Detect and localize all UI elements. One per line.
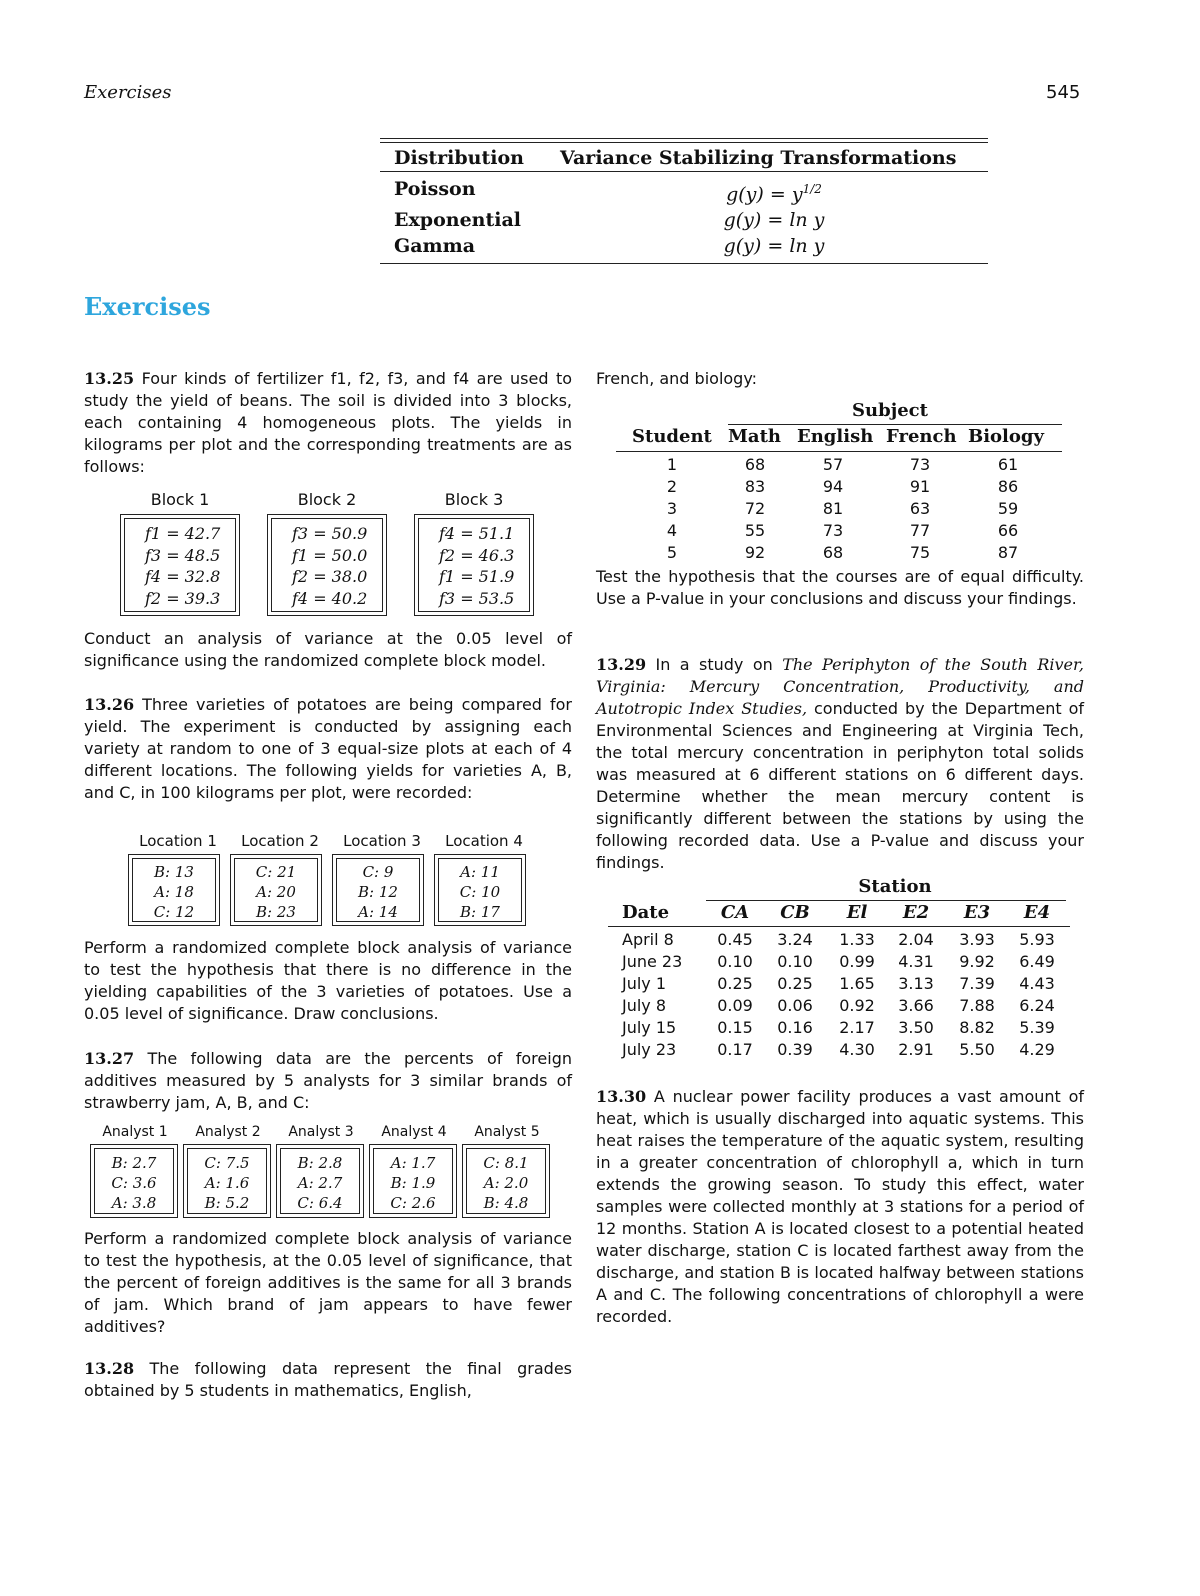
plot-entry: f3 = 48.5 <box>145 545 221 565</box>
grade-cell: 2 <box>666 477 678 496</box>
yield-entry: A: 14 <box>358 903 398 921</box>
grade-cell: 77 <box>909 521 931 540</box>
additive-entry: C: 3.6 <box>111 1174 157 1192</box>
grade-cell: 5 <box>666 543 678 562</box>
plot-entry: f1 = 51.9 <box>439 567 515 586</box>
exercise-13-30 <box>596 1086 1084 1328</box>
grade-cell: 57 <box>822 455 844 474</box>
yield-entry: C: 21 <box>255 863 297 881</box>
value-cell: 0.92 <box>839 996 875 1015</box>
location-label: Location 4 <box>445 832 523 850</box>
additive-entry: C: 7.5 <box>204 1154 250 1172</box>
date-cell: April 8 <box>622 930 674 949</box>
dist-cell: Poisson <box>394 178 476 200</box>
date-cell: July 8 <box>622 996 667 1015</box>
grade-cell: 63 <box>909 499 931 518</box>
table-row <box>380 233 988 259</box>
analyst-box <box>462 1144 550 1218</box>
transformation-table <box>380 138 988 264</box>
value-cell: 4.29 <box>1019 1040 1055 1059</box>
exercise-13-28-after: Test the hypothesis that the courses are of equal difficulty. Use a P-value in your conclusions and discuss your findings. <box>596 567 1084 608</box>
analyst-box <box>183 1144 271 1218</box>
location-label: Location 2 <box>241 832 319 850</box>
grade-cell: 73 <box>822 521 844 540</box>
additive-entry: C: 6.4 <box>297 1194 343 1212</box>
value-cell: 3.13 <box>898 974 934 993</box>
yield-entry: B: 23 <box>256 903 296 921</box>
additive-entry: B: 2.8 <box>297 1154 343 1172</box>
transform-cell: $g(y) = y^{1/2}$ <box>726 182 822 206</box>
page-number: 545 <box>1046 82 1081 103</box>
additive-entry: A: 2.7 <box>297 1174 343 1192</box>
grade-cell: 55 <box>744 521 766 540</box>
location-box <box>128 854 220 926</box>
value-cell: 0.10 <box>717 952 753 971</box>
value-cell: 0.09 <box>717 996 753 1015</box>
table-row <box>380 176 988 207</box>
block-label: Block 3 <box>444 490 504 509</box>
value-cell: 2.91 <box>898 1040 934 1059</box>
value-cell: 3.24 <box>777 930 813 949</box>
block-box <box>120 514 240 616</box>
grade-cell: 92 <box>744 543 766 562</box>
value-cell: 7.88 <box>959 996 995 1015</box>
grade-cell: 87 <box>997 543 1019 562</box>
subject-label: Subject <box>852 400 928 421</box>
analyst-label: Analyst 4 <box>381 1124 447 1140</box>
header-station: E4 <box>1023 902 1051 923</box>
grade-cell: 73 <box>909 455 931 474</box>
exercise-number: 13.30 <box>596 1087 647 1106</box>
table-header-row <box>380 143 988 171</box>
exercise-13-27-after: Perform a randomized complete block analysis of variance to test the hypothesis, at the 0.05 level of significance, that the percent of foreign additives is the same for all 3 brands of jam. Which brand of jam appears to have fewer additives? <box>84 1229 572 1336</box>
grade-cell: 94 <box>822 477 844 496</box>
plot-entry: f2 = 39.3 <box>145 588 221 608</box>
grade-cell: 91 <box>909 477 931 496</box>
value-cell: 5.39 <box>1019 1018 1055 1037</box>
yield-entry: C: 9 <box>362 863 394 881</box>
block-label: Block 1 <box>150 490 210 509</box>
plot-entry: f4 = 40.2 <box>292 588 368 608</box>
yield-entry: C: 12 <box>153 903 195 921</box>
analyst-label: Analyst 3 <box>288 1124 354 1140</box>
value-cell: 8.82 <box>959 1018 995 1037</box>
header-rule <box>608 926 1070 927</box>
header-french: French <box>886 426 957 447</box>
additive-entry: A: 3.8 <box>111 1194 157 1212</box>
value-cell: 2.04 <box>898 930 934 949</box>
analyst-box <box>276 1144 364 1218</box>
grade-cell: 3 <box>666 499 678 518</box>
yield-entry: B: 17 <box>460 903 500 921</box>
station-label: Station <box>858 876 932 897</box>
header-station: El <box>846 902 868 923</box>
date-cell: July 1 <box>622 974 667 993</box>
location-box <box>230 854 322 926</box>
value-cell: 5.50 <box>959 1040 995 1059</box>
exercise-text: The following data are the percents of foreign additives measured by 5 analysts for 3 similar brands of strawberry jam, A, B, and C: <box>84 1049 572 1112</box>
block-label: Block 2 <box>297 490 357 509</box>
value-cell: 0.25 <box>777 974 813 993</box>
table-top-rule <box>380 138 988 139</box>
value-cell: 4.31 <box>898 952 934 971</box>
header-student: Student <box>632 426 712 447</box>
grade-cell: 61 <box>997 455 1019 474</box>
additive-entry: A: 1.7 <box>390 1154 436 1172</box>
exercise-13-28 <box>84 1358 572 1402</box>
grade-cell: 81 <box>822 499 844 518</box>
dist-cell: Gamma <box>394 235 476 258</box>
exercise-text: Three varieties of potatoes are being compared for yield. The experiment is conducted by assigning each variety at random to one of 3 equal-size plots at each of 4 different locations. The following yields for varieties A, B, and C, in 100 kilograms per plot, were recorded: <box>84 695 572 802</box>
analyst-box <box>90 1144 178 1218</box>
grade-cell: 1 <box>666 455 678 474</box>
location-box <box>332 854 424 926</box>
plot-entry: f4 = 51.1 <box>439 524 515 543</box>
exercise-13-27 <box>84 1048 572 1114</box>
date-cell: July 15 <box>622 1018 677 1037</box>
analyst-box <box>369 1144 457 1218</box>
analyst-label: Analyst 5 <box>474 1124 540 1140</box>
value-cell: 6.24 <box>1019 996 1055 1015</box>
exercise-text: The following data represent the final grades obtained by 5 students in mathematics, English, <box>84 1359 573 1400</box>
plot-entry: f2 = 46.3 <box>439 545 515 565</box>
grade-cell: 68 <box>822 543 844 562</box>
table-row <box>380 207 988 233</box>
running-head: Exercises <box>84 82 172 103</box>
study-title: The Periphyton of the South River, Virginia: Mercury Concentration, Productivity, and Autotropic Index Studies, <box>596 655 1084 718</box>
block-box <box>267 514 387 616</box>
additive-entry: A: 1.6 <box>204 1174 250 1192</box>
yield-entry: B: 13 <box>154 863 194 881</box>
exercise-number: 13.29 <box>596 655 647 674</box>
header-station: E2 <box>902 902 930 923</box>
value-cell: 0.06 <box>777 996 813 1015</box>
value-cell: 5.93 <box>1019 930 1055 949</box>
value-cell: 1.33 <box>839 930 875 949</box>
value-cell: 0.45 <box>717 930 753 949</box>
value-cell: 9.92 <box>959 952 995 971</box>
location-box <box>434 854 526 926</box>
value-cell: 0.17 <box>717 1040 753 1059</box>
additive-entry: B: 4.8 <box>483 1194 529 1212</box>
plot-entry: f4 = 32.8 <box>145 567 221 586</box>
exercise-number: 13.28 <box>84 1359 135 1378</box>
header-station: CB <box>780 902 810 923</box>
block-box <box>414 514 534 616</box>
value-cell: 4.43 <box>1019 974 1055 993</box>
additive-entry: C: 8.1 <box>483 1154 529 1172</box>
plot-entry: f2 = 38.0 <box>292 567 368 586</box>
exercise-number: 13.26 <box>84 695 135 714</box>
value-cell: 0.15 <box>717 1018 753 1037</box>
exercise-text-pre: In a study on <box>655 655 773 674</box>
yield-entry: A: 11 <box>460 863 500 881</box>
exercise-13-26 <box>84 694 572 804</box>
additive-entry: B: 2.7 <box>111 1154 157 1172</box>
exercise-text: A nuclear power facility produces a vast amount of heat, which is usually discharged into aquatic systems. This heat raises the temperature of the aquatic system, resulting in a greater concentration of chlorophyll a, which in turn extends the growing season. To study this effect, water samples were collected monthly at 3 stations for a period of 12 months. Station A is located closest to a potential heated water discharge, station C is located farthest away from the discharge, and station B is located halfway between stations A and C. The following concentrations of chlorophyll a were recorded. <box>596 1087 1084 1326</box>
additive-entry: A: 2.0 <box>483 1174 529 1192</box>
section-title: Exercises <box>84 292 211 321</box>
plot-entry: f1 = 42.7 <box>145 524 221 543</box>
exercise-number: 13.25 <box>84 369 135 388</box>
header-math: Math <box>728 426 781 447</box>
header-rule <box>616 451 1062 452</box>
grade-cell: 72 <box>744 499 766 518</box>
transform-cell: g(y) = ln y <box>723 209 825 232</box>
value-cell: 3.93 <box>959 930 995 949</box>
table-header-rule <box>380 171 988 172</box>
value-cell: 3.50 <box>898 1018 934 1037</box>
exercise-number: 13.27 <box>84 1049 135 1068</box>
value-cell: 6.49 <box>1019 952 1055 971</box>
header-distribution: Distribution <box>394 147 524 169</box>
plot-entry: f3 = 50.9 <box>292 524 368 543</box>
header-station: CA <box>720 902 750 923</box>
additive-entry: C: 2.6 <box>390 1194 436 1212</box>
value-cell: 0.10 <box>777 952 813 971</box>
value-cell: 0.16 <box>777 1018 813 1037</box>
plot-entry: f3 = 53.5 <box>439 588 515 608</box>
yield-entry: A: 18 <box>154 883 194 901</box>
value-cell: 7.39 <box>959 974 995 993</box>
grade-cell: 75 <box>909 543 931 562</box>
date-cell: July 23 <box>622 1040 677 1059</box>
exercise-13-25-after: Conduct an analysis of variance at the 0.05 level of significance using the randomized complete block model. <box>84 629 572 670</box>
station-rule <box>706 900 1066 901</box>
value-cell: 3.66 <box>898 996 934 1015</box>
additive-entry: B: 1.9 <box>390 1174 436 1192</box>
analyst-label: Analyst 1 <box>102 1124 168 1140</box>
analyst-label: Analyst 2 <box>195 1124 261 1140</box>
grade-cell: 66 <box>997 521 1019 540</box>
exercise-text-post: conducted by the Department of Environmental Sciences and Engineering at Virginia Tech, the total mercury concentration in periphyton total solids was measured at 6 different stations on 6 different days. Determine whether the mean mercury content is significantly different between the stations by using the following recorded data. Use a P-value and discuss your findings. <box>596 699 1084 872</box>
value-cell: 4.30 <box>839 1040 875 1059</box>
grade-cell: 83 <box>744 477 766 496</box>
dist-cell: Exponential <box>394 209 522 232</box>
date-cell: June 23 <box>622 952 683 971</box>
exercise-13-28-continued: French, and biology: <box>596 369 758 388</box>
yield-entry: C: 10 <box>459 883 501 901</box>
value-cell: 0.99 <box>839 952 875 971</box>
exercise-13-25 <box>84 368 572 478</box>
header-transformation: Variance Stabilizing Transformations <box>560 147 957 169</box>
exercise-text: Four kinds of fertilizer f1, f2, f3, and f4 are used to study the yield of beans. The soil is divided into 3 blocks, each containing 4 homogeneous plots. The yields in kilograms per plot and the corresponding treatments are as follows: <box>84 369 573 476</box>
value-cell: 0.39 <box>777 1040 813 1059</box>
yield-entry: A: 20 <box>256 883 296 901</box>
grade-cell: 68 <box>744 455 766 474</box>
location-label: Location 1 <box>139 832 217 850</box>
exercise-13-29 <box>596 654 1084 874</box>
header-station: E3 <box>963 902 991 923</box>
value-cell: 0.25 <box>717 974 753 993</box>
header-english: English <box>797 426 874 447</box>
yield-entry: B: 12 <box>358 883 398 901</box>
plot-entry: f1 = 50.0 <box>292 545 368 565</box>
header-biology: Biology <box>968 426 1044 447</box>
value-cell: 2.17 <box>839 1018 875 1037</box>
location-label: Location 3 <box>343 832 421 850</box>
header-date: Date <box>622 902 670 923</box>
table-bottom-rule <box>380 263 988 264</box>
exercise-13-26-after: Perform a randomized complete block analysis of variance to test the hypothesis that there is no difference in the yielding capabilities of the 3 varieties of potatoes. Use a 0.05 level of significance. Draw conclusions. <box>84 938 572 1023</box>
transform-cell: g(y) = ln y <box>723 235 825 258</box>
grade-cell: 4 <box>666 521 678 540</box>
grade-cell: 59 <box>997 499 1019 518</box>
subject-rule <box>728 424 1062 425</box>
additive-entry: B: 5.2 <box>204 1194 250 1212</box>
grade-cell: 86 <box>997 477 1019 496</box>
value-cell: 1.65 <box>839 974 875 993</box>
